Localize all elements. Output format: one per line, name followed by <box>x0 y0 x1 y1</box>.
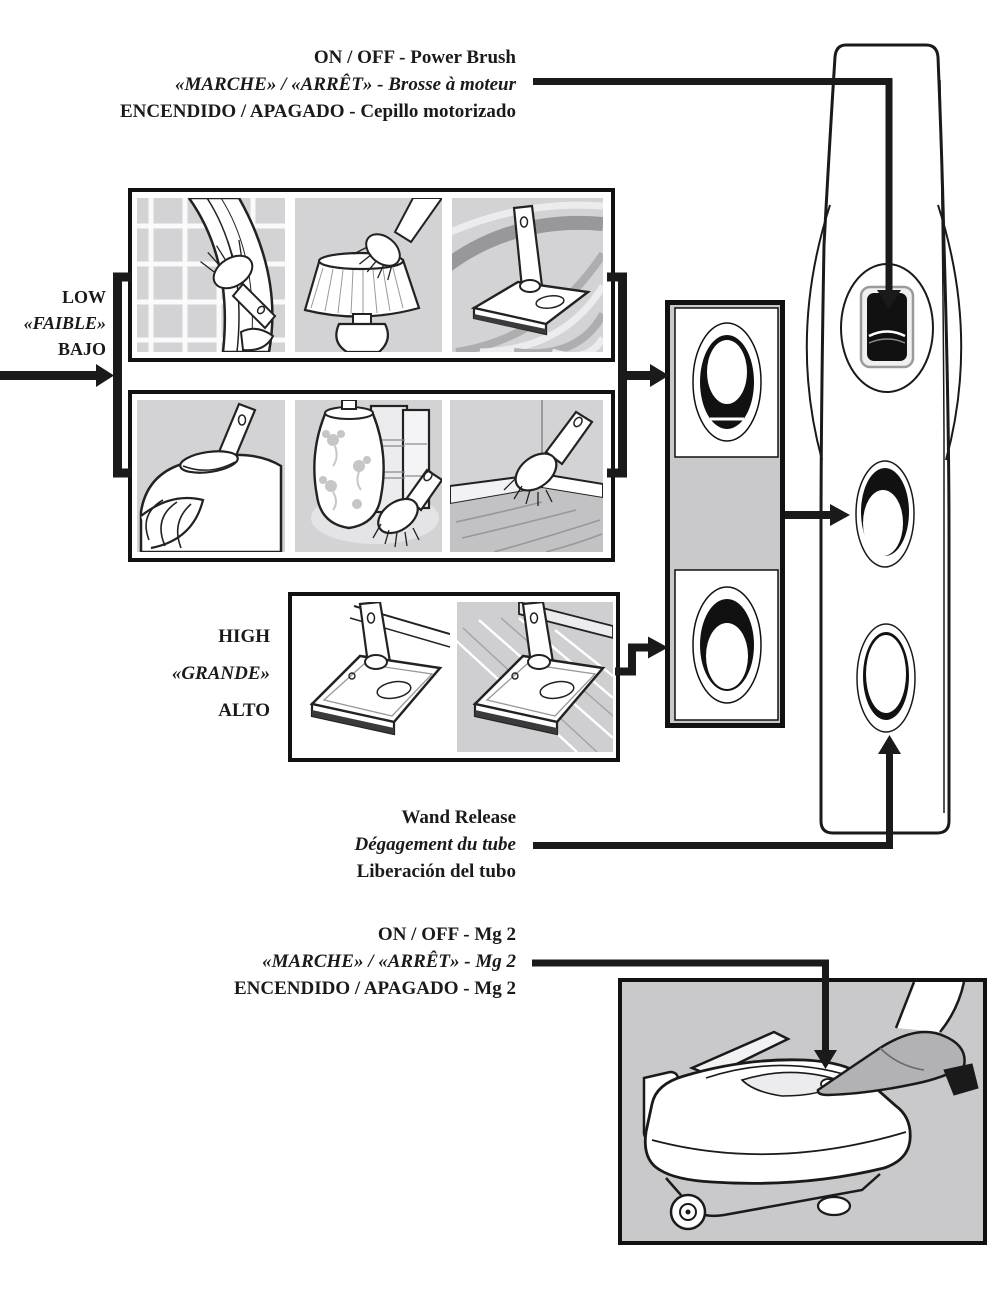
low-uses-box-row1 <box>128 188 615 362</box>
power-brush-label-en: ON / OFF - Power Brush <box>313 47 516 68</box>
illustration-dusting-brush-on-window-drape <box>137 198 285 352</box>
low-label-es: BAJO <box>57 339 106 359</box>
high-label-es: ALTO <box>218 700 270 721</box>
callout-low <box>0 284 106 362</box>
high-to-panel-arrow-line <box>615 648 650 672</box>
illustration-dusting-brush-on-vase-and-books <box>295 400 442 552</box>
callout-wand-release <box>200 804 516 885</box>
callout-high <box>120 618 270 729</box>
low-label-fr: «FAIBLE» <box>23 313 106 333</box>
speed-selector-panel <box>665 300 785 728</box>
vase <box>314 400 383 528</box>
low-uses-box-row2 <box>128 390 615 562</box>
low-label-en: LOW <box>61 287 106 307</box>
low-arrowhead <box>96 364 114 387</box>
high-label-en: HIGH <box>218 626 270 647</box>
high-label-fr: «GRANDE» <box>171 663 270 684</box>
rocker-button-low-position <box>693 323 761 441</box>
rocker-button-high-position <box>693 587 761 703</box>
wand-release-label-es: Liberación del tubo <box>356 861 516 882</box>
illustration-dusting-brush-on-lampshade <box>295 198 442 352</box>
mg2-label-en: ON / OFF - Mg 2 <box>377 924 516 945</box>
illustration-foot-pressing-canister-switch <box>622 982 983 1241</box>
mg2-label-fr: «MARCHE» / «ARRÊT» - Mg 2 <box>262 951 516 972</box>
callout-power-brush <box>40 44 516 125</box>
wand-handle-illustration <box>780 35 980 845</box>
illustration-power-nozzle-on-area-rug <box>452 198 603 352</box>
illustration-power-nozzle-on-wood-floor <box>457 602 613 752</box>
callout-mg2 <box>186 921 516 1002</box>
power-brush-rocker-switch <box>861 287 913 367</box>
illustration-upholstery-tool-on-sofa-arm <box>137 400 285 552</box>
high-uses-box <box>288 592 620 762</box>
illustration-power-nozzle-on-carpet <box>298 602 450 752</box>
wand-release-label-en: Wand Release <box>401 807 516 828</box>
power-brush-label-es: ENCENDIDO / APAGADO - Cepillo motorizado <box>120 101 516 122</box>
power-brush-label-fr: «MARCHE» / «ARRÊT» - Brosse à moteur <box>174 74 516 95</box>
wand-release-button <box>857 624 915 732</box>
illustration-dusting-brush-on-baseboard-corner <box>450 400 603 552</box>
power-nozzle-speed-button <box>856 461 914 567</box>
canister-foot-switch-scene <box>618 978 987 1245</box>
mg2-label-es: ENCENDIDO / APAGADO - Mg 2 <box>233 978 516 999</box>
wand-release-label-fr: Dégagement du tube <box>354 834 516 855</box>
